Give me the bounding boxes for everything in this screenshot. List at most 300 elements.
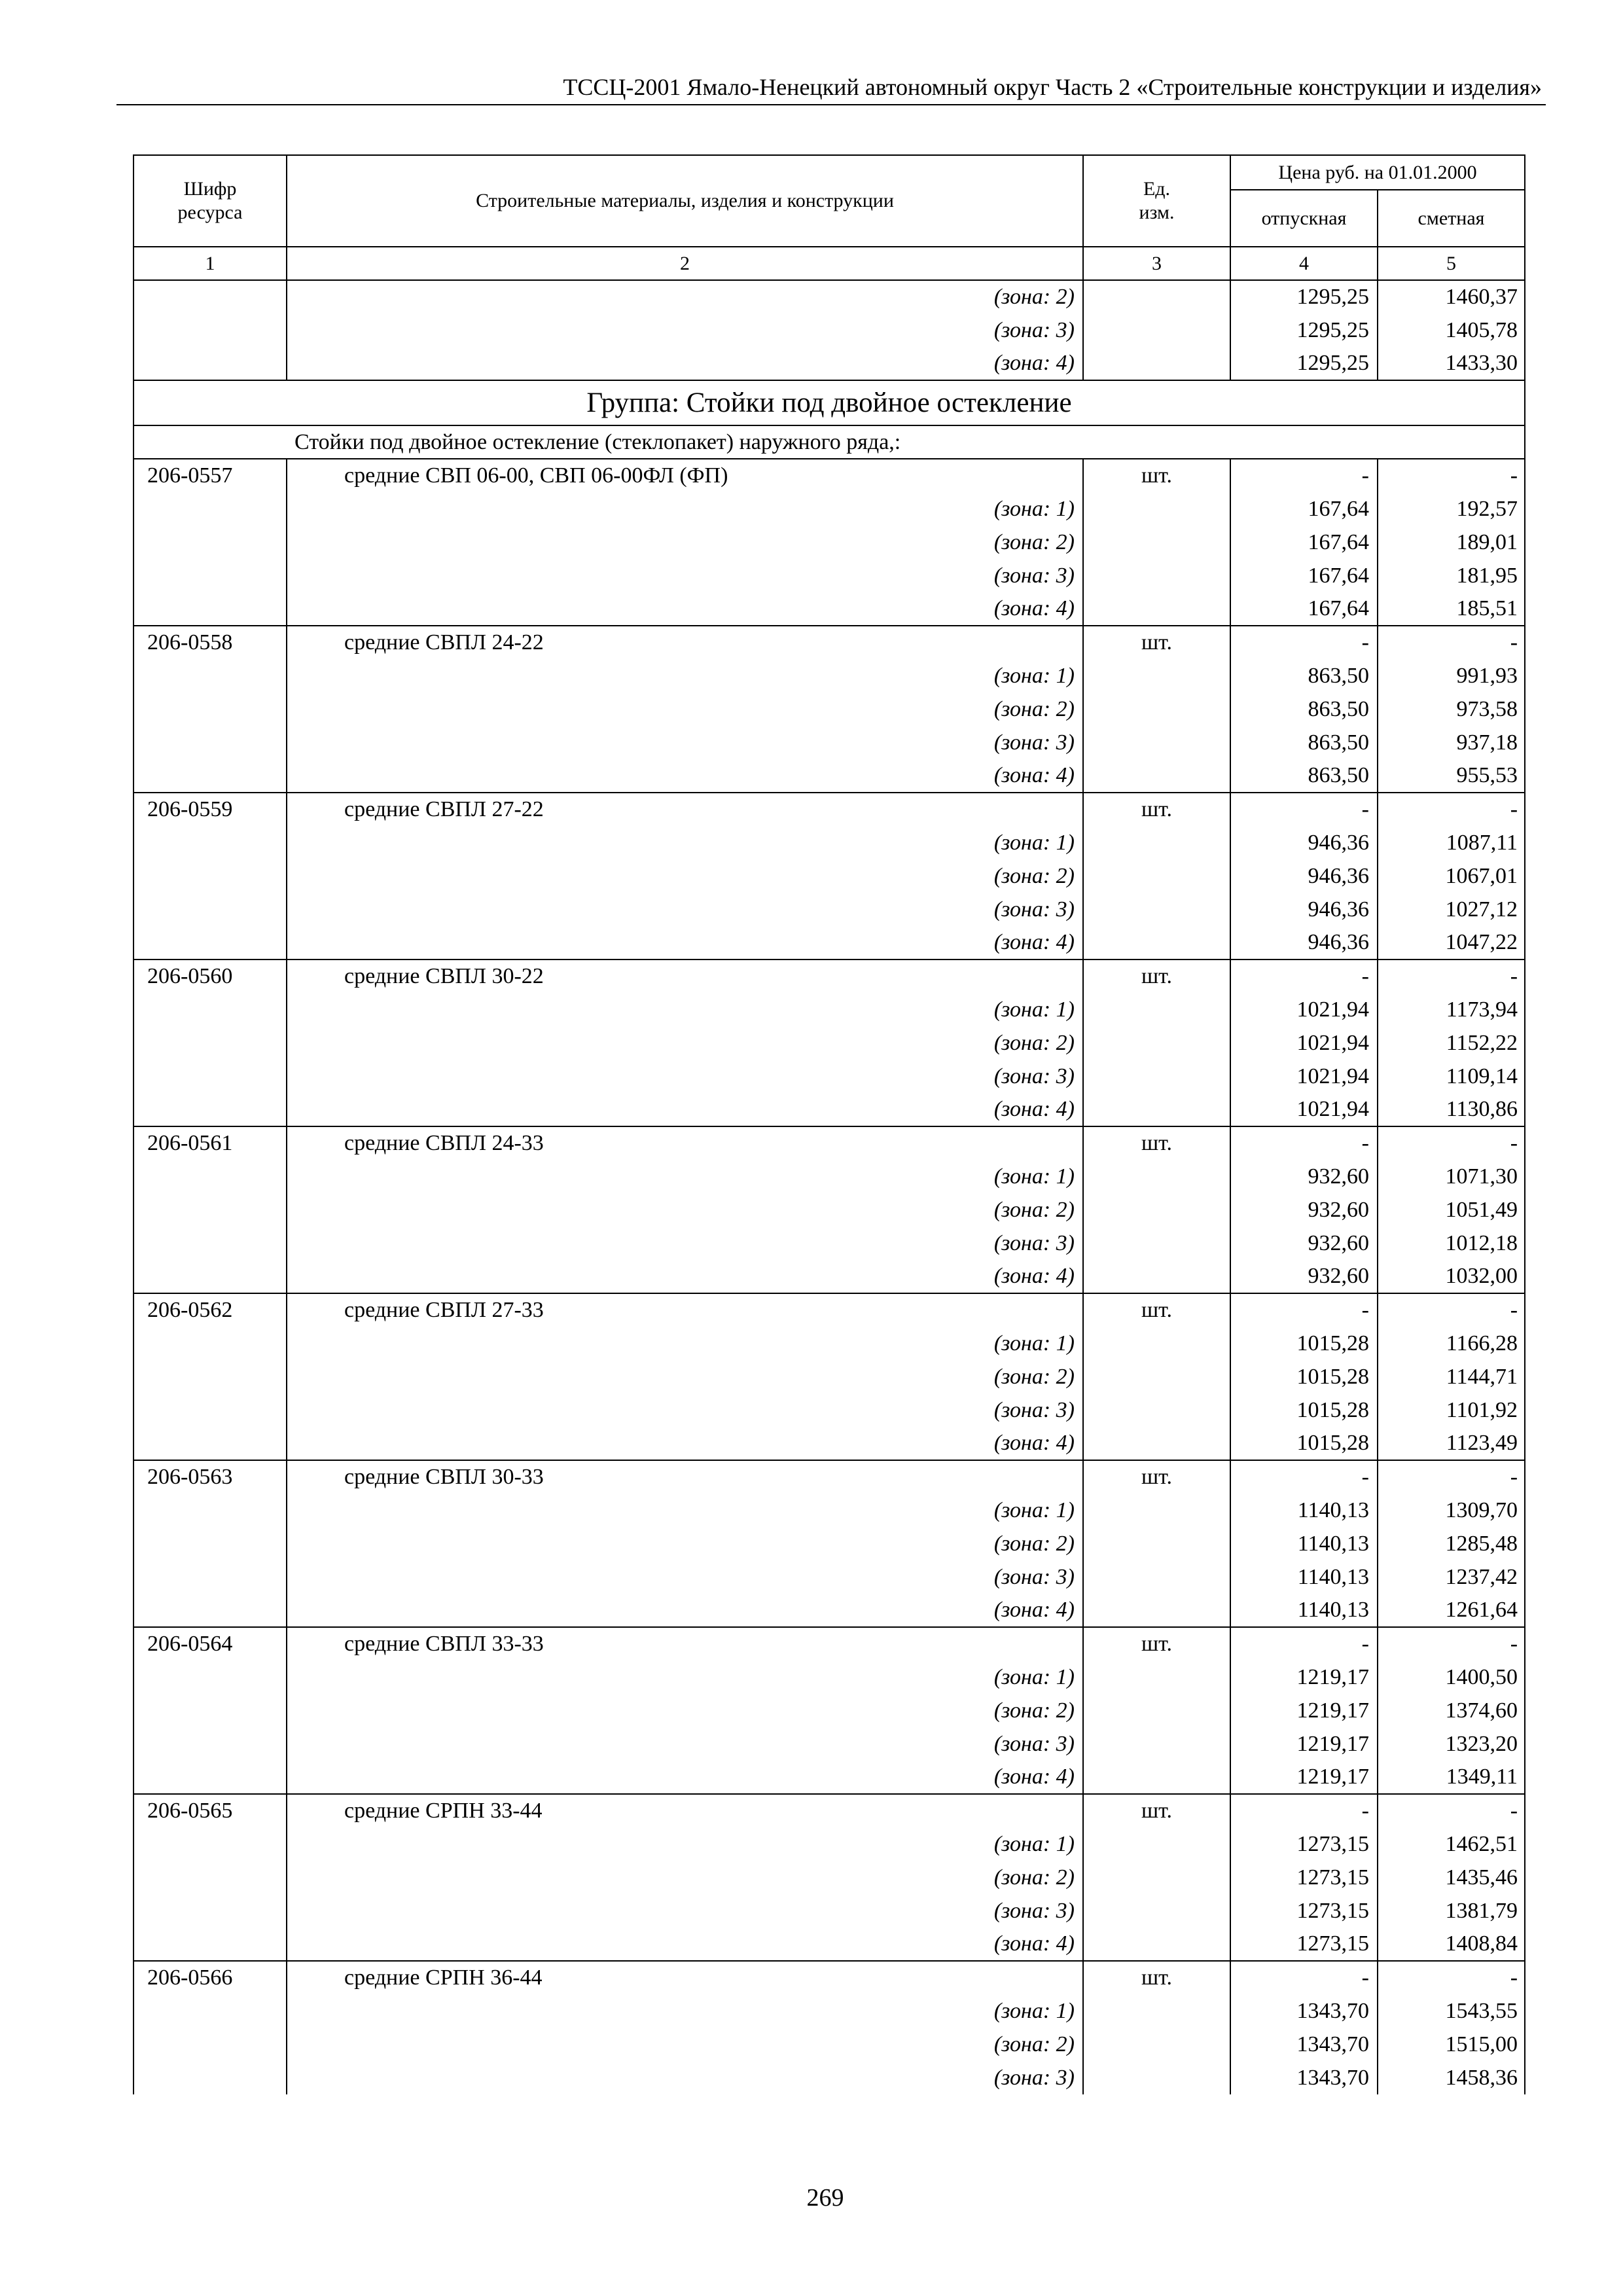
empty-cell: [134, 1327, 287, 1360]
table-row: [134, 347, 1525, 380]
release-price: 1343,70: [1230, 2028, 1378, 2061]
empty-cell: [134, 1694, 287, 1727]
resource-code: 206-0561: [134, 1126, 287, 1160]
table-row: [134, 1560, 1525, 1594]
estimate-price: 1087,11: [1378, 826, 1525, 859]
release-price: 863,50: [1230, 726, 1378, 759]
table-row: [134, 793, 1525, 826]
release-price: 1343,70: [1230, 1994, 1378, 2028]
empty-cell: [1083, 859, 1230, 893]
estimate-price: 1109,14: [1378, 1060, 1525, 1093]
table-row: [134, 1293, 1525, 1327]
table-row: [134, 993, 1525, 1026]
empty-cell: [1083, 1994, 1230, 2028]
empty-cell: [1083, 280, 1230, 314]
release-price: 1295,25: [1230, 347, 1378, 380]
empty-cell: [134, 314, 287, 347]
zone-label: (зона: 1): [287, 1327, 1083, 1360]
table-row: [134, 1393, 1525, 1427]
empty-cell: [134, 826, 287, 859]
empty-cell: [1083, 1160, 1230, 1193]
zone-label: (зона: 2): [287, 2028, 1083, 2061]
empty-cell: [134, 2028, 287, 2061]
empty-cell: [1083, 826, 1230, 859]
empty-cell: [1083, 1026, 1230, 1060]
zone-label: (зона: 1): [287, 1494, 1083, 1527]
estimate-price: 1027,12: [1378, 893, 1525, 926]
table-row: [134, 1193, 1525, 1227]
empty-cell: [1083, 1360, 1230, 1393]
empty-cell: [1083, 926, 1230, 960]
estimate-price: -: [1378, 1794, 1525, 1827]
empty-cell: [134, 1994, 287, 2028]
table-row: [134, 859, 1525, 893]
empty-cell: [134, 1193, 287, 1227]
estimate-price: 1309,70: [1378, 1494, 1525, 1527]
table-row: [134, 1260, 1525, 1293]
estimate-price: 991,93: [1378, 659, 1525, 692]
empty-cell: [1083, 1093, 1230, 1126]
estimate-price: 1051,49: [1378, 1193, 1525, 1227]
estimate-price: -: [1378, 793, 1525, 826]
empty-cell: [1083, 492, 1230, 526]
table-row: [134, 1727, 1525, 1761]
table-row: [134, 826, 1525, 859]
empty-cell: [1083, 2061, 1230, 2094]
table-row: [134, 659, 1525, 692]
table-row: [134, 1227, 1525, 1260]
empty-cell: [1083, 1527, 1230, 1560]
empty-cell: [134, 1026, 287, 1060]
estimate-price: -: [1378, 1627, 1525, 1660]
resource-code: 206-0563: [134, 1460, 287, 1494]
estimate-price: 192,57: [1378, 492, 1525, 526]
empty-cell: [1083, 2028, 1230, 2061]
empty-cell: [134, 1660, 287, 1694]
resource-code: 206-0557: [134, 459, 287, 492]
release-price: 1219,17: [1230, 1727, 1378, 1761]
zone-label: (зона: 4): [287, 592, 1083, 626]
estimate-price: 1130,86: [1378, 1093, 1525, 1126]
empty-cell: [134, 1160, 287, 1193]
zone-label: (зона: 3): [287, 1560, 1083, 1594]
release-price: -: [1230, 459, 1378, 492]
zone-label: (зона: 4): [287, 1594, 1083, 1627]
empty-cell: [134, 347, 287, 380]
release-price: 1219,17: [1230, 1660, 1378, 1694]
empty-cell: [1083, 893, 1230, 926]
zone-label: (зона: 4): [287, 759, 1083, 793]
release-price: 932,60: [1230, 1193, 1378, 1227]
release-price: 932,60: [1230, 1227, 1378, 1260]
unit: шт.: [1083, 1460, 1230, 1494]
table-row: [134, 1627, 1525, 1660]
unit: шт.: [1083, 1961, 1230, 1994]
item-name: средние СВПЛ 27-22: [287, 793, 1083, 826]
release-price: 932,60: [1230, 1160, 1378, 1193]
empty-cell: [134, 726, 287, 759]
unit: шт.: [1083, 1794, 1230, 1827]
empty-cell: [1083, 1727, 1230, 1761]
empty-cell: [134, 1761, 287, 1794]
column-header-unit: [1083, 155, 1230, 247]
estimate-price: 1405,78: [1378, 314, 1525, 347]
estimate-price: 1433,30: [1378, 347, 1525, 380]
zone-label: (зона: 4): [287, 1928, 1083, 1961]
item-name: средние СВПЛ 30-22: [287, 960, 1083, 993]
estimate-price: -: [1378, 1126, 1525, 1160]
zone-label: (зона: 2): [287, 1193, 1083, 1227]
empty-cell: [134, 1060, 287, 1093]
column-header-name: Строительные материалы, изделия и конструкции: [287, 155, 1083, 247]
estimate-price: -: [1378, 1961, 1525, 1994]
table-row: [134, 1460, 1525, 1494]
zone-label: (зона: 1): [287, 492, 1083, 526]
estimate-price: 1261,64: [1378, 1594, 1525, 1627]
zone-label: (зона: 2): [287, 692, 1083, 726]
estimate-price: 1515,00: [1378, 2028, 1525, 2061]
empty-cell: [1083, 1861, 1230, 1894]
empty-cell: [1083, 659, 1230, 692]
table-row: [134, 1360, 1525, 1393]
estimate-price: -: [1378, 960, 1525, 993]
item-name: средние СВПЛ 30-33: [287, 1460, 1083, 1494]
estimate-price: 1458,36: [1378, 2061, 1525, 2094]
release-price: 946,36: [1230, 893, 1378, 926]
zone-label: (зона: 3): [287, 1393, 1083, 1427]
table-row: [134, 926, 1525, 960]
table-row: [134, 492, 1525, 526]
column-number: 2: [287, 247, 1083, 280]
empty-cell: [1083, 1660, 1230, 1694]
zone-label: (зона: 4): [287, 926, 1083, 960]
estimate-price: 1067,01: [1378, 859, 1525, 893]
estimate-price: 1173,94: [1378, 993, 1525, 1026]
item-name: средние СРПН 36-44: [287, 1961, 1083, 1994]
empty-cell: [1083, 1327, 1230, 1360]
table-row: [134, 1894, 1525, 1928]
empty-cell: [1083, 526, 1230, 559]
column-header-release: отпускная: [1230, 190, 1378, 247]
estimate-price: 1285,48: [1378, 1527, 1525, 1560]
estimate-price: 1460,37: [1378, 280, 1525, 314]
table-row: [134, 1660, 1525, 1694]
zone-label: (зона: 2): [287, 280, 1083, 314]
table-body: [134, 280, 1525, 2094]
item-name: средние СВП 06-00, СВП 06-00ФЛ (ФП): [287, 459, 1083, 492]
table-row: [134, 1427, 1525, 1460]
release-price: 946,36: [1230, 926, 1378, 960]
zone-label: (зона: 1): [287, 1160, 1083, 1193]
item-name: средние СВПЛ 24-33: [287, 1126, 1083, 1160]
estimate-price: 937,18: [1378, 726, 1525, 759]
column-header-unit-line2: изм.: [1139, 202, 1175, 223]
table-row: [134, 1093, 1525, 1126]
empty-cell: [1083, 1694, 1230, 1727]
release-price: 863,50: [1230, 659, 1378, 692]
header-divider: [116, 104, 1546, 105]
header-row: [134, 155, 1525, 190]
table-row: [134, 559, 1525, 592]
zone-label: (зона: 2): [287, 526, 1083, 559]
empty-cell: [1083, 1227, 1230, 1260]
release-price: -: [1230, 1126, 1378, 1160]
resource-code: 206-0562: [134, 1293, 287, 1327]
release-price: 167,64: [1230, 592, 1378, 626]
release-price: 1219,17: [1230, 1694, 1378, 1727]
empty-cell: [1083, 1560, 1230, 1594]
table-row: [134, 280, 1525, 314]
empty-cell: [134, 692, 287, 726]
release-price: 1021,94: [1230, 1093, 1378, 1126]
release-price: 1015,28: [1230, 1427, 1378, 1460]
column-header-estimate: сметная: [1378, 190, 1525, 247]
release-price: 1273,15: [1230, 1928, 1378, 1961]
table-row: [134, 425, 1525, 459]
release-price: -: [1230, 1293, 1378, 1327]
estimate-price: 1462,51: [1378, 1827, 1525, 1861]
resource-code: 206-0558: [134, 626, 287, 659]
table-row: [134, 2061, 1525, 2094]
estimate-price: 181,95: [1378, 559, 1525, 592]
estimate-price: 1071,30: [1378, 1160, 1525, 1193]
release-price: 167,64: [1230, 526, 1378, 559]
zone-label: (зона: 2): [287, 1694, 1083, 1727]
empty-cell: [1083, 726, 1230, 759]
subgroup-title: Стойки под двойное остекление (стеклопакет) наружного ряда,:: [134, 425, 1525, 459]
empty-cell: [1083, 1894, 1230, 1928]
release-price: 1273,15: [1230, 1827, 1378, 1861]
empty-cell: [134, 526, 287, 559]
table-row: [134, 960, 1525, 993]
release-price: 1273,15: [1230, 1861, 1378, 1894]
zone-label: (зона: 4): [287, 1260, 1083, 1293]
estimate-price: 1152,22: [1378, 1026, 1525, 1060]
item-name: средние СВПЛ 27-33: [287, 1293, 1083, 1327]
zone-label: (зона: 1): [287, 1994, 1083, 2028]
estimate-price: 185,51: [1378, 592, 1525, 626]
empty-cell: [134, 659, 287, 692]
zone-label: (зона: 3): [287, 1727, 1083, 1761]
empty-cell: [1083, 692, 1230, 726]
table-row: [134, 592, 1525, 626]
estimate-price: 1349,11: [1378, 1761, 1525, 1794]
table-row: [134, 459, 1525, 492]
item-name: средние СВПЛ 33-33: [287, 1627, 1083, 1660]
table-row: [134, 1827, 1525, 1861]
estimate-price: 1435,46: [1378, 1861, 1525, 1894]
table-row: [134, 1160, 1525, 1193]
zone-label: (зона: 1): [287, 1660, 1083, 1694]
table-row: [134, 1928, 1525, 1961]
release-price: 1015,28: [1230, 1360, 1378, 1393]
table-row: [134, 2028, 1525, 2061]
empty-cell: [134, 1427, 287, 1460]
release-price: 1021,94: [1230, 1060, 1378, 1093]
empty-cell: [1083, 1193, 1230, 1227]
empty-cell: [134, 1727, 287, 1761]
table-row: [134, 1026, 1525, 1060]
column-header-code-line1: Шифр: [183, 178, 237, 200]
release-price: 863,50: [1230, 692, 1378, 726]
zone-label: (зона: 1): [287, 826, 1083, 859]
estimate-price: 1543,55: [1378, 1994, 1525, 2028]
zone-label: (зона: 4): [287, 1427, 1083, 1460]
column-header-code-line2: ресурса: [177, 202, 243, 223]
table-row: [134, 1527, 1525, 1560]
empty-cell: [134, 759, 287, 793]
release-price: 1015,28: [1230, 1327, 1378, 1360]
release-price: -: [1230, 626, 1378, 659]
empty-cell: [1083, 1928, 1230, 1961]
empty-cell: [134, 1527, 287, 1560]
estimate-price: 1101,92: [1378, 1393, 1525, 1427]
empty-cell: [1083, 1393, 1230, 1427]
item-name: средние СРПН 33-44: [287, 1794, 1083, 1827]
release-price: 863,50: [1230, 759, 1378, 793]
estimate-price: 1166,28: [1378, 1327, 1525, 1360]
table-row: [134, 1126, 1525, 1160]
item-name: средние СВПЛ 24-22: [287, 626, 1083, 659]
table-row: [134, 1694, 1525, 1727]
table-row: [134, 1594, 1525, 1627]
release-price: 167,64: [1230, 559, 1378, 592]
zone-label: (зона: 3): [287, 2061, 1083, 2094]
zone-label: (зона: 1): [287, 993, 1083, 1026]
table-row: [134, 526, 1525, 559]
zone-label: (зона: 2): [287, 859, 1083, 893]
release-price: 1021,94: [1230, 993, 1378, 1026]
release-price: 1140,13: [1230, 1594, 1378, 1627]
resource-code: 206-0560: [134, 960, 287, 993]
empty-cell: [134, 1360, 287, 1393]
release-price: -: [1230, 1794, 1378, 1827]
estimate-price: 1374,60: [1378, 1694, 1525, 1727]
empty-cell: [134, 1594, 287, 1627]
zone-label: (зона: 2): [287, 1360, 1083, 1393]
table-row: [134, 1060, 1525, 1093]
column-number: 1: [134, 247, 287, 280]
table-row: [134, 759, 1525, 793]
release-price: 1015,28: [1230, 1393, 1378, 1427]
page-number: 269: [806, 2184, 844, 2212]
zone-label: (зона: 3): [287, 314, 1083, 347]
zone-label: (зона: 1): [287, 1827, 1083, 1861]
zone-label: (зона: 4): [287, 1761, 1083, 1794]
empty-cell: [134, 1393, 287, 1427]
empty-cell: [134, 1227, 287, 1260]
empty-cell: [134, 1560, 287, 1594]
unit: шт.: [1083, 626, 1230, 659]
empty-cell: [134, 1928, 287, 1961]
zone-label: (зона: 2): [287, 1026, 1083, 1060]
release-price: 1140,13: [1230, 1527, 1378, 1560]
empty-cell: [134, 1894, 287, 1928]
zone-label: (зона: 2): [287, 1861, 1083, 1894]
empty-cell: [134, 859, 287, 893]
table-row: [134, 1327, 1525, 1360]
zone-label: (зона: 3): [287, 726, 1083, 759]
empty-cell: [1083, 1827, 1230, 1861]
empty-cell: [134, 592, 287, 626]
estimate-price: 1408,84: [1378, 1928, 1525, 1961]
estimate-price: 955,53: [1378, 759, 1525, 793]
column-number: 5: [1378, 247, 1525, 280]
zone-label: (зона: 3): [287, 559, 1083, 592]
estimate-price: 1400,50: [1378, 1660, 1525, 1694]
empty-cell: [1083, 759, 1230, 793]
zone-label: (зона: 4): [287, 1093, 1083, 1126]
zone-label: (зона: 3): [287, 893, 1083, 926]
estimate-price: -: [1378, 1293, 1525, 1327]
empty-cell: [1083, 314, 1230, 347]
estimate-price: -: [1378, 626, 1525, 659]
release-price: 1343,70: [1230, 2061, 1378, 2094]
release-price: 946,36: [1230, 859, 1378, 893]
release-price: 946,36: [1230, 826, 1378, 859]
running-header: ТССЦ-2001 Ямало-Ненецкий автономный округ Часть 2 «Строительные конструкции и изделия»: [563, 74, 1542, 100]
empty-cell: [1083, 1761, 1230, 1794]
zone-label: (зона: 3): [287, 1060, 1083, 1093]
empty-cell: [1083, 1594, 1230, 1627]
empty-cell: [1083, 1427, 1230, 1460]
table-row: [134, 1794, 1525, 1827]
release-price: 1219,17: [1230, 1761, 1378, 1794]
empty-cell: [134, 1861, 287, 1894]
empty-cell: [1083, 1494, 1230, 1527]
release-price: 1295,25: [1230, 280, 1378, 314]
column-header-unit-line1: Ед.: [1143, 178, 1171, 200]
release-price: -: [1230, 1961, 1378, 1994]
table-row: [134, 380, 1525, 425]
unit: шт.: [1083, 1293, 1230, 1327]
empty-cell: [134, 1093, 287, 1126]
column-number: 3: [1083, 247, 1230, 280]
resource-code: 206-0564: [134, 1627, 287, 1660]
table-row: [134, 314, 1525, 347]
table-row: [134, 1494, 1525, 1527]
unit: шт.: [1083, 459, 1230, 492]
table-row: [134, 893, 1525, 926]
estimate-price: -: [1378, 459, 1525, 492]
resource-code: 206-0565: [134, 1794, 287, 1827]
table-row: [134, 1961, 1525, 1994]
estimate-price: 1012,18: [1378, 1227, 1525, 1260]
table-row: [134, 1994, 1525, 2028]
empty-cell: [134, 492, 287, 526]
empty-cell: [134, 1494, 287, 1527]
zone-label: (зона: 3): [287, 1894, 1083, 1928]
empty-cell: [134, 993, 287, 1026]
empty-cell: [1083, 1260, 1230, 1293]
unit: шт.: [1083, 1126, 1230, 1160]
zone-label: (зона: 3): [287, 1227, 1083, 1260]
estimate-price: 1032,00: [1378, 1260, 1525, 1293]
estimate-price: -: [1378, 1460, 1525, 1494]
release-price: -: [1230, 960, 1378, 993]
column-header-price: Цена руб. на 01.01.2000: [1230, 155, 1525, 190]
release-price: 1140,13: [1230, 1494, 1378, 1527]
release-price: 1021,94: [1230, 1026, 1378, 1060]
estimate-price: 1144,71: [1378, 1360, 1525, 1393]
release-price: 167,64: [1230, 492, 1378, 526]
zone-label: (зона: 1): [287, 659, 1083, 692]
empty-cell: [1083, 347, 1230, 380]
column-number: 4: [1230, 247, 1378, 280]
table-row: [134, 1861, 1525, 1894]
column-header-code: [134, 155, 287, 247]
empty-cell: [134, 2061, 287, 2094]
